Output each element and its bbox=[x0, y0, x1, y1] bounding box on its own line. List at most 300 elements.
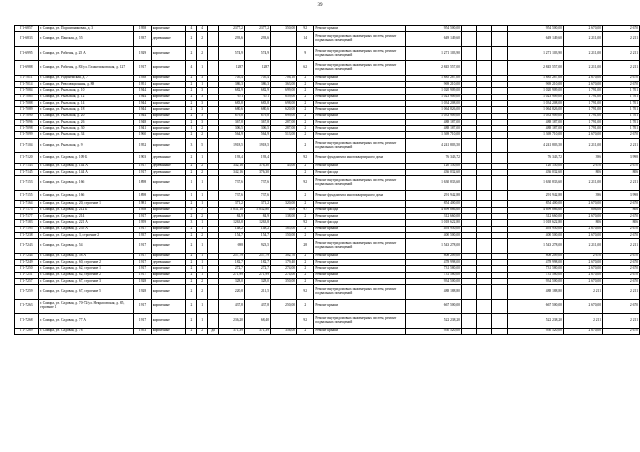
wall-material-cell: кирпичные bbox=[151, 278, 186, 284]
wall-material-cell: кирпичные bbox=[151, 126, 186, 132]
unit-cost-cell: 2 670 bbox=[563, 253, 602, 259]
residents-cell: 92 bbox=[297, 176, 314, 191]
total-area-cell: 371,39 bbox=[218, 328, 244, 334]
roof-area-cell: 185,00 bbox=[271, 226, 297, 232]
living-area-cell: 293,6 bbox=[244, 32, 270, 47]
building-id-cell: Г1-7238 bbox=[15, 232, 39, 238]
funding-cell-3 bbox=[492, 328, 507, 334]
unit-cost-cell: 2 670,00 bbox=[563, 266, 602, 272]
wall-material-cell: кирпичные bbox=[151, 220, 186, 226]
year-cell: 1944 bbox=[134, 88, 151, 94]
flag-cell bbox=[208, 32, 219, 47]
residents-cell: 92 bbox=[297, 285, 314, 300]
cost-cell: 1 018 622,80 bbox=[405, 220, 461, 226]
living-area-cell: 682,9 bbox=[244, 88, 270, 94]
entrances-cell: 2 bbox=[197, 278, 208, 284]
total-area-cell: 367,8 bbox=[218, 119, 244, 125]
total-funding-cell: 1 630 833,60 bbox=[507, 176, 563, 191]
total-funding-cell: 312 660,00 bbox=[507, 213, 563, 219]
wall-material-cell: деревянные bbox=[151, 163, 186, 169]
year-cell: 1928 bbox=[134, 278, 151, 284]
cost-cell: 1 064 826,00 bbox=[405, 107, 461, 113]
wall-material-cell: кирпичные bbox=[151, 266, 186, 272]
living-area-cell: 211,5 bbox=[244, 285, 270, 300]
roof-area-cell: 302,70 bbox=[271, 253, 297, 259]
floors-cell: 2 bbox=[186, 119, 197, 125]
cost-cell: 312 660,00 bbox=[405, 213, 461, 219]
total-area-cell: 737,6 bbox=[218, 176, 244, 191]
residents-cell: 2 bbox=[297, 119, 314, 125]
unit-cost-cell: 2 670,00 bbox=[563, 82, 602, 88]
building-id-cell: Г1-7175 bbox=[15, 207, 39, 213]
max-unit-cost-cell: 806 bbox=[603, 207, 640, 213]
entrances-cell: 2 bbox=[197, 285, 208, 300]
work-type-cell: Ремонт фундамента многоквартирного дома bbox=[314, 190, 405, 201]
building-id-cell: Г1-6988 bbox=[15, 61, 39, 76]
entrances-cell: 2 bbox=[197, 32, 208, 47]
work-type-cell: Ремонт внутридомовых инженерных систем, ремонт подвальных помещений bbox=[314, 61, 405, 76]
floors-cell: 1 bbox=[186, 176, 197, 191]
building-id-cell: Г1-7155 bbox=[15, 190, 39, 201]
address-cell: г. Самара, ул. Рыльская, д. 34 bbox=[38, 132, 133, 138]
entrances-cell: 3 bbox=[197, 75, 208, 81]
cost-cell: 478 998,00 bbox=[405, 259, 461, 265]
wall-material-cell: кирпичные bbox=[151, 207, 186, 213]
work-type-cell: Ремонт крыши bbox=[314, 226, 405, 232]
wall-material-cell: деревянные bbox=[151, 153, 186, 164]
table-row bbox=[15, 138, 640, 153]
table-row bbox=[15, 190, 640, 201]
living-area-cell: 574,9 bbox=[244, 46, 270, 61]
address-cell: г. Самара, ул. Рыльская, д. 10 bbox=[38, 88, 133, 94]
total-funding-cell: 1 543 278,00 bbox=[507, 239, 563, 254]
address-cell: г. Самара, ул. Садовая, д. 214 bbox=[38, 213, 133, 219]
roof-area-cell: 706,10 bbox=[271, 75, 297, 81]
cost-cell: 1 885 287,00 bbox=[405, 75, 461, 81]
entrances-cell: 5 bbox=[197, 138, 208, 153]
funding-cell-2 bbox=[477, 153, 492, 164]
building-id-cell: Г1-7089 bbox=[15, 107, 39, 113]
floors-cell: 2 bbox=[186, 132, 197, 138]
address-cell: г. Самара, ул. Садовая, д. 109 Б bbox=[38, 153, 133, 164]
residents-cell: 92 bbox=[297, 314, 314, 329]
total-area-cell: 84,9 bbox=[218, 213, 244, 219]
total-funding-cell: 1 023 909,00 bbox=[507, 94, 563, 100]
funding-cell-1 bbox=[461, 153, 476, 164]
max-unit-cost-cell: 2 211 bbox=[603, 46, 640, 61]
unit-cost-cell: 2 670,00 bbox=[563, 132, 602, 138]
funding-cell-1 bbox=[461, 32, 476, 47]
entrances-cell: 2 bbox=[197, 170, 208, 176]
address-cell: г. Самара, ул. Садовая, д. 60, строение 2 bbox=[38, 259, 133, 265]
work-type-cell: Ремонт крыши bbox=[314, 75, 405, 81]
total-area-cell: 680,6 bbox=[218, 107, 244, 113]
year-cell: 1981 bbox=[134, 201, 151, 207]
living-area-cell: 386,3 bbox=[244, 82, 270, 88]
living-area-cell: 737,6 bbox=[244, 190, 270, 201]
address-cell: г. Самара, ул. Радонежская, д. 7 bbox=[38, 75, 133, 81]
max-unit-cost-cell: 806 bbox=[603, 170, 640, 176]
living-area-cell: 923,5 bbox=[244, 239, 270, 254]
funding-cell-2 bbox=[477, 176, 492, 191]
floors-cell: 2 bbox=[186, 266, 197, 272]
table-row bbox=[15, 239, 640, 254]
wall-material-cell: кирпичные bbox=[151, 119, 186, 125]
funding-cell-3 bbox=[492, 299, 507, 314]
work-type-cell: Ремонт крыши bbox=[314, 163, 405, 169]
cost-cell: 731 580,00 bbox=[405, 272, 461, 278]
building-id-cell: Г1-7104 bbox=[15, 138, 39, 153]
work-type-cell: Ремонт крыши bbox=[314, 266, 405, 272]
entrances-cell: 1 bbox=[197, 272, 208, 278]
unit-cost-cell: 2 211,00 bbox=[563, 176, 602, 191]
max-unit-cost-cell: 2 211 bbox=[603, 239, 640, 254]
roof-area-cell bbox=[271, 32, 297, 47]
residents-cell: 92 bbox=[297, 153, 314, 164]
living-area-cell: 679,8 bbox=[244, 113, 270, 119]
building-id-cell: Г1-7263 bbox=[15, 299, 39, 314]
total-funding-cell: 950 520,00 bbox=[507, 328, 563, 334]
entrances-cell: 2 bbox=[197, 46, 208, 61]
funding-cell-3 bbox=[492, 239, 507, 254]
total-funding-cell: 400 500,00 bbox=[507, 232, 563, 238]
cost-cell: 950 520,00 bbox=[405, 328, 461, 334]
building-id-cell: Г1-7251 bbox=[15, 272, 39, 278]
building-id-cell: Г1-7098 bbox=[15, 126, 39, 132]
building-id-cell: Г1-7269 bbox=[15, 328, 39, 334]
work-type-cell: Ремонт фасада bbox=[314, 220, 405, 226]
unit-cost-cell: 1 791,00 bbox=[563, 94, 602, 100]
entrances-cell: 1 bbox=[197, 259, 208, 265]
roof-area-cell bbox=[271, 190, 297, 201]
max-unit-cost-cell: 2 670 bbox=[603, 232, 640, 238]
year-cell: 1929 bbox=[134, 46, 151, 61]
building-id-cell: Г1-7164 bbox=[15, 201, 39, 207]
residents-cell: 2 bbox=[297, 266, 314, 272]
unit-cost-cell: 806,00 bbox=[563, 207, 602, 213]
floors-cell: 2 bbox=[186, 278, 197, 284]
cost-cell: 808 209,00 bbox=[405, 253, 461, 259]
cost-cell: 400 500,00 bbox=[405, 232, 461, 238]
living-area-cell: 371,39 bbox=[244, 328, 270, 334]
residents-cell: 2 bbox=[297, 94, 314, 100]
living-area-cell: 437,8 bbox=[244, 299, 270, 314]
wall-material-cell: деревянные bbox=[151, 170, 186, 176]
work-type-cell: Ремонт крыши bbox=[314, 26, 405, 32]
floors-cell: 2 bbox=[186, 201, 197, 207]
total-funding-cell: 954 500,00 bbox=[507, 26, 563, 32]
address-cell: г. Самара, ул. Рабочая, д. 83/ул. Галактионовская, д. 127 bbox=[38, 61, 133, 76]
floors-cell: 2 bbox=[186, 314, 197, 329]
address-cell: г. Самара, ул. Садовая, д. 54 bbox=[38, 239, 133, 254]
roof-area-cell: 698,00 bbox=[271, 100, 297, 106]
max-unit-cost-cell: 2 670 bbox=[603, 132, 640, 138]
cost-cell: 934 500,00 bbox=[405, 278, 461, 284]
max-unit-cost-cell: 2 211 bbox=[603, 285, 640, 300]
cost-cell: 76 343,72 bbox=[405, 153, 461, 164]
funding-cell-3 bbox=[492, 46, 507, 61]
roof-area-cell: 363,00 bbox=[271, 82, 297, 88]
year-cell: 1944 bbox=[134, 100, 151, 106]
floors-cell: 2 bbox=[186, 232, 197, 238]
address-cell: г. Самара, ул. Садовая, д. 58 А bbox=[38, 253, 133, 259]
floors-cell: 2 bbox=[186, 253, 197, 259]
entrances-cell: 2 bbox=[197, 213, 208, 219]
floors-cell: 3 bbox=[186, 220, 197, 226]
roof-area-cell bbox=[271, 239, 297, 254]
building-id-cell: Г1-7085 bbox=[15, 94, 39, 100]
cost-cell: 493 950,00 bbox=[405, 226, 461, 232]
work-type-cell: Ремонт внутридомовых инженерных систем, ремонт подвальных помещений bbox=[314, 138, 405, 153]
work-type-cell: Ремонт крыши bbox=[314, 259, 405, 265]
funding-cell-1 bbox=[461, 328, 476, 334]
unit-cost-cell: 2 670,00 bbox=[563, 26, 602, 32]
cost-cell: 436 032,60 bbox=[405, 170, 461, 176]
wall-material-cell: кирпичные bbox=[151, 190, 186, 201]
building-id-cell: Г1-7183 bbox=[15, 220, 39, 226]
floors-cell: 4 bbox=[186, 61, 197, 76]
total-funding-cell: 649 149,60 bbox=[507, 32, 563, 47]
unit-cost-cell: 806 bbox=[563, 170, 602, 176]
unit-cost-cell: 1 791,00 bbox=[563, 107, 602, 113]
living-area-cell: 1287 bbox=[244, 61, 270, 76]
roof-area-cell: 0,00 bbox=[271, 207, 297, 213]
year-cell: 1944 bbox=[134, 107, 151, 113]
max-unit-cost-cell: 2 670 bbox=[603, 266, 640, 272]
living-area-cell: 84,9 bbox=[244, 213, 270, 219]
address-cell: г. Самара, ул. Садовая, д. 20, строение 1 bbox=[38, 201, 133, 207]
year-cell: 1938 bbox=[134, 75, 151, 81]
total-funding-cell: 1 369 710,00 bbox=[507, 132, 563, 138]
entrances-cell: 1 bbox=[197, 253, 208, 259]
roof-area-cell: 356,00 bbox=[271, 328, 297, 334]
address-cell: г. Самара, ул. Садовая, д. 67, строение 5 bbox=[38, 285, 133, 300]
roof-area-cell: 620,00 bbox=[271, 107, 297, 113]
floors-cell: 1 bbox=[186, 190, 197, 201]
unit-cost-cell: 2 211,00 bbox=[563, 61, 602, 76]
address-cell: г. Самара, ул. Подшипниковая, д. 3 bbox=[38, 26, 133, 32]
wall-material-cell: кирпичные bbox=[151, 299, 186, 314]
flag-cell bbox=[208, 61, 219, 76]
total-funding-cell: 436 032,60 bbox=[507, 170, 563, 176]
living-area-cell: 367,8 bbox=[244, 119, 270, 125]
floors-cell: 2 bbox=[186, 46, 197, 61]
flag-cell bbox=[208, 176, 219, 191]
entrances-cell: 1 bbox=[197, 176, 208, 191]
unit-cost-cell: 1 791,00 bbox=[563, 88, 602, 94]
total-area-cell: 386,3 bbox=[218, 82, 244, 88]
year-cell: 1917 bbox=[134, 226, 151, 232]
work-type-cell: Ремонт внутридомовых инженерных систем, ремонт подвальных помещений bbox=[314, 239, 405, 254]
residents-cell: 2 bbox=[297, 163, 314, 169]
flag-cell bbox=[208, 138, 219, 153]
address-cell: г. Самара, ул. Рыльская, д. 26 bbox=[38, 119, 133, 125]
floors-cell: 4 bbox=[186, 26, 197, 32]
total-area-cell: 682,9 bbox=[218, 88, 244, 94]
unit-cost-cell: 2 670,00 bbox=[563, 272, 602, 278]
wall-material-cell: кирпичные bbox=[151, 26, 186, 32]
total-area-cell: 437,8 bbox=[218, 299, 244, 314]
cost-cell: 1 033 909,00 bbox=[405, 113, 461, 119]
year-cell: 1917 bbox=[134, 213, 151, 219]
total-area-cell: 328,0 bbox=[218, 278, 244, 284]
residents-cell: 2 bbox=[297, 299, 314, 314]
entrances-cell: 3 bbox=[197, 119, 208, 125]
address-cell: г. Самара, ул. Садовая, д. 166 bbox=[38, 190, 133, 201]
floors-cell: 2 bbox=[186, 328, 197, 334]
work-type-cell: Ремонт крыши bbox=[314, 100, 405, 106]
roof-area-cell: 138,00 bbox=[271, 213, 297, 219]
cost-cell: 4 699 866,60 bbox=[405, 207, 461, 213]
entrances-cell: 1 bbox=[197, 82, 208, 88]
wall-material-cell: кирпичные bbox=[151, 272, 186, 278]
cost-cell: 1 023 909,00 bbox=[405, 94, 461, 100]
living-area-cell: 671 bbox=[244, 94, 270, 100]
building-id-cell: Г1-7195 bbox=[15, 226, 39, 232]
building-id-cell: Г1-7088 bbox=[15, 100, 39, 106]
total-area-cell: 1918,5 bbox=[218, 138, 244, 153]
funding-cell-1 bbox=[461, 46, 476, 61]
total-area-cell: 371,2 bbox=[218, 201, 244, 207]
building-id-cell: Г1-7096 bbox=[15, 119, 39, 125]
max-unit-cost-cell: 2 670 bbox=[603, 253, 640, 259]
total-area-cell: 1263,8 bbox=[218, 220, 244, 226]
building-id-cell: Г1-6995 bbox=[15, 46, 39, 61]
total-funding-cell: 291 942,88 bbox=[507, 190, 563, 201]
living-area-cell: 376,30 bbox=[244, 163, 270, 169]
address-cell: г. Самара, ул. Садовая, д. 62, строение 2 bbox=[38, 272, 133, 278]
living-area-cell: 705,4 bbox=[244, 75, 270, 81]
address-cell: г. Самара, ул. Рыльская, д. 9 bbox=[38, 138, 133, 153]
cost-cell: 4 241 803,50 bbox=[405, 138, 461, 153]
max-unit-cost-cell: 2 670 bbox=[603, 213, 640, 219]
entrances-cell: 1 bbox=[197, 220, 208, 226]
year-cell: 1928 bbox=[134, 285, 151, 300]
total-area-cell: 5 831,10 bbox=[218, 207, 244, 213]
building-id-cell: Г1-7011 bbox=[15, 75, 39, 81]
year-cell: 1917 bbox=[134, 299, 151, 314]
total-area-cell: 148,2 bbox=[218, 226, 244, 232]
roof-area-cell: 699,00 bbox=[271, 113, 297, 119]
wall-material-cell: кирпичные bbox=[151, 82, 186, 88]
residents-cell: 2 bbox=[297, 272, 314, 278]
funding-cell-1 bbox=[461, 138, 476, 153]
residents-cell: 14 bbox=[297, 32, 314, 47]
residents-cell: 62 bbox=[297, 61, 314, 76]
living-area-cell: 182,7 bbox=[244, 259, 270, 265]
funding-cell-2 bbox=[477, 32, 492, 47]
residents-cell: 2 bbox=[297, 132, 314, 138]
total-area-cell: 220,8 bbox=[218, 285, 244, 300]
address-cell: г. Самара, ул. Садовая, д. 62, строение 1 bbox=[38, 266, 133, 272]
floors-cell: 2 bbox=[186, 82, 197, 88]
living-area-cell: 376,30 bbox=[244, 170, 270, 176]
building-id-cell: Г1-7145 bbox=[15, 170, 39, 176]
table-row bbox=[15, 328, 640, 334]
work-type-cell: Ремонт крыши bbox=[314, 119, 405, 125]
flag-cell: да bbox=[208, 328, 219, 334]
entrances-cell: 3 bbox=[197, 107, 208, 113]
residents-cell: 2 bbox=[297, 82, 314, 88]
living-area-cell: 2377,2 bbox=[244, 26, 270, 32]
entrances-cell: 7 bbox=[197, 207, 208, 213]
total-area-cell: 564,9 bbox=[218, 132, 244, 138]
funding-cell-1 bbox=[461, 285, 476, 300]
roof-area-cell: 150,00 bbox=[271, 232, 297, 238]
total-funding-cell: 1 020 909,00 bbox=[507, 88, 563, 94]
unit-cost-cell: 2 211,00 bbox=[563, 32, 602, 47]
floors-cell: 2 bbox=[186, 75, 197, 81]
entrances-cell: 2 bbox=[197, 132, 208, 138]
max-unit-cost-cell: 2 211 bbox=[603, 138, 640, 153]
total-area-cell: 182,7 bbox=[218, 259, 244, 265]
unit-cost-cell: 2 211 bbox=[563, 285, 602, 300]
total-funding-cell: 1 271 103,90 bbox=[507, 46, 563, 61]
living-area-cell: 257,79 bbox=[244, 253, 270, 259]
max-unit-cost-cell: 2 670 bbox=[603, 201, 640, 207]
cost-cell: 2 845 557,00 bbox=[405, 61, 461, 76]
total-area-cell: 306,5 bbox=[218, 126, 244, 132]
total-funding-cell: 4 241 803,50 bbox=[507, 138, 563, 153]
total-area-cell: 271,99 bbox=[218, 272, 244, 278]
table-row bbox=[15, 46, 640, 61]
year-cell: 1960 bbox=[134, 132, 151, 138]
wall-material-cell: кирпичные bbox=[151, 46, 186, 61]
cost-cell: 1 271 103,90 bbox=[405, 46, 461, 61]
address-cell: г. Самара, ул. Садовая, д. 144 А bbox=[38, 163, 133, 169]
max-unit-cost-cell: 1 701 bbox=[603, 94, 640, 100]
residents-cell: 2 bbox=[297, 213, 314, 219]
total-funding-cell: 2 845 557,00 bbox=[507, 61, 563, 76]
floors-cell: 2 bbox=[186, 94, 197, 100]
year-cell: 1951 bbox=[134, 82, 151, 88]
year-cell: 1898 bbox=[134, 190, 151, 201]
entrances-cell: 3 bbox=[197, 88, 208, 94]
work-type-cell: Ремонт крыши bbox=[314, 132, 405, 138]
unit-cost-cell: 1 791,00 bbox=[563, 113, 602, 119]
unit-cost-cell: 396 bbox=[563, 153, 602, 164]
entrances-cell: 1 bbox=[197, 153, 208, 164]
roof-area-cell bbox=[271, 285, 297, 300]
building-id-cell: Г1-7257 bbox=[15, 278, 39, 284]
total-area-cell: 154,7 bbox=[218, 232, 244, 238]
total-area-cell: 671 bbox=[218, 94, 244, 100]
work-type-cell: Ремонт крыши bbox=[314, 107, 405, 113]
max-unit-cost-cell: 1 701 bbox=[603, 119, 640, 125]
residents-cell: 92 bbox=[297, 220, 314, 226]
total-funding-cell: 808 209,00 bbox=[507, 253, 563, 259]
building-id-cell: Г1-7250 bbox=[15, 266, 39, 272]
residents-cell: 2 bbox=[297, 201, 314, 207]
wall-material-cell: деревянные bbox=[151, 259, 186, 265]
building-id-cell: Г1-7099 bbox=[15, 132, 39, 138]
floors-cell: 1 bbox=[186, 126, 197, 132]
roof-area-cell: 659,00 bbox=[271, 94, 297, 100]
unit-cost-cell: 2 670,00 bbox=[563, 201, 602, 207]
funding-cell-3 bbox=[492, 138, 507, 153]
funding-cell-3 bbox=[492, 190, 507, 201]
max-unit-cost-cell: 2 670 bbox=[603, 272, 640, 278]
total-funding-cell: 488 188,80 bbox=[507, 285, 563, 300]
work-type-cell: Ремонт внутридомовых инженерных систем, ремонт подвальных помещений bbox=[314, 32, 405, 47]
wall-material-cell: кирпичные bbox=[151, 113, 186, 119]
max-unit-cost-cell: 806 bbox=[603, 220, 640, 226]
work-type-cell: Ремонт крыши bbox=[314, 88, 405, 94]
total-funding-cell: 1 018 622,80 bbox=[507, 220, 563, 226]
work-type-cell: Ремонт внутридомовых инженерных систем, ремонт подвальных помещений bbox=[314, 46, 405, 61]
max-unit-cost-cell: 2 211 bbox=[603, 32, 640, 47]
total-area-cell: 293,6 bbox=[218, 32, 244, 47]
